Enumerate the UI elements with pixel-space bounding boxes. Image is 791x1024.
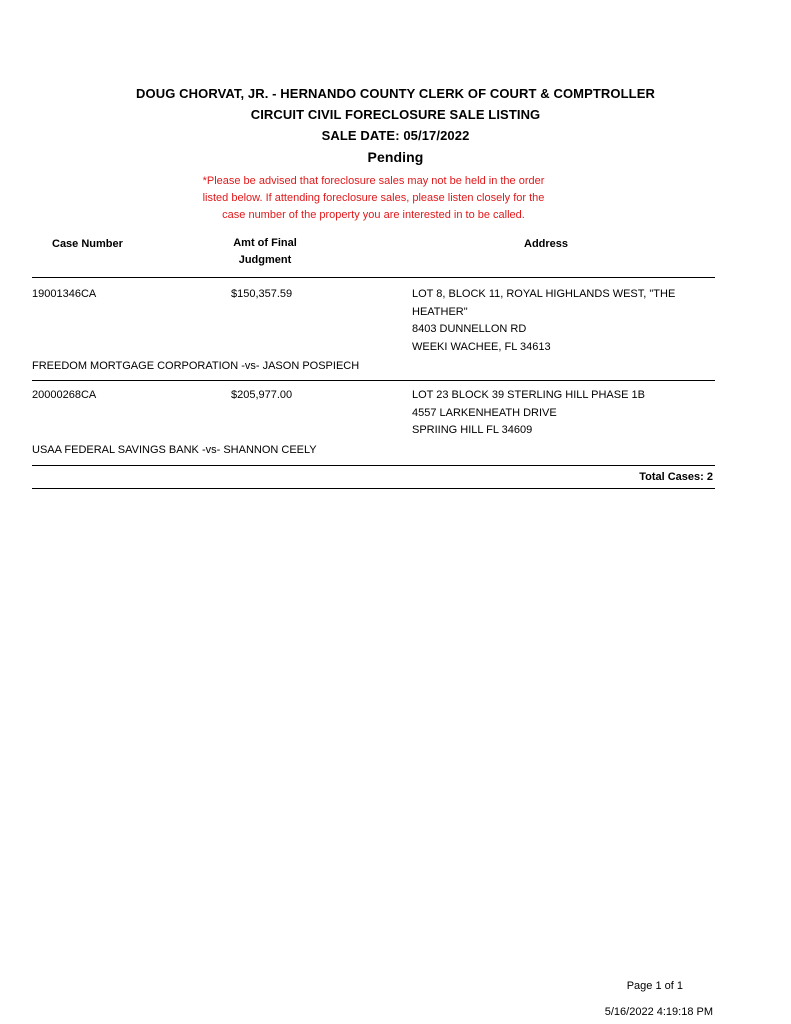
- amount-header-line-1: Amt of Final: [233, 237, 297, 249]
- address-line: 4557 LARKENHEATH DRIVE: [412, 406, 557, 419]
- column-header-case-number: Case Number: [52, 238, 123, 250]
- column-header-amount: [215, 235, 315, 269]
- case-divider: [32, 380, 715, 381]
- case-parties: FREEDOM MORTGAGE CORPORATION -vs- JASON POSPIECH: [32, 360, 360, 372]
- notice-line-3: case number of the property you are interested in to be called.: [222, 209, 525, 221]
- case-number: 19001346CA: [32, 288, 97, 300]
- column-header-address: Address: [524, 238, 569, 250]
- address-line: 8403 DUNNELLON RD: [412, 323, 527, 335]
- notice-line-1: *Please be advised that foreclosure sales may not be held in the order: [202, 175, 545, 187]
- case-number: 20000268CA: [32, 389, 97, 401]
- property-address: [412, 286, 675, 356]
- sale-date: SALE DATE: 05/17/2022: [321, 128, 470, 143]
- case-parties: USAA FEDERAL SAVINGS BANK -vs- SHANNON CEELY: [32, 444, 317, 456]
- address-line: LOT 8, BLOCK 11, ROYAL HIGHLANDS WEST, "THE: [412, 288, 676, 300]
- notice-line-2: listed below. If attending foreclosure sales, please listen closely for the: [202, 192, 545, 204]
- print-timestamp: 5/16/2022 4:19:18 PM: [604, 1006, 713, 1018]
- judgment-amount: $205,977.00: [231, 389, 293, 401]
- property-address: [412, 387, 645, 440]
- case-divider: [32, 465, 715, 466]
- sale-notice: [0, 173, 747, 224]
- listing-title: CIRCUIT CIVIL FORECLOSURE SALE LISTING: [250, 107, 541, 122]
- status-label: Pending: [367, 149, 424, 165]
- amount-header-line-2: Judgment: [238, 254, 292, 266]
- address-line: LOT 23 BLOCK 39 STERLING HILL PHASE 1B: [412, 389, 645, 401]
- total-divider: [32, 488, 715, 489]
- header-divider: [32, 277, 715, 278]
- address-line: SPRIING HILL FL 34609: [412, 424, 533, 436]
- address-line: HEATHER": [412, 305, 468, 318]
- address-line: WEEKI WACHEE, FL 34613: [412, 340, 551, 353]
- total-cases: Total Cases: 2: [639, 471, 713, 483]
- judgment-amount: $150,357.59: [231, 288, 293, 300]
- clerk-title: DOUG CHORVAT, JR. - HERNANDO COUNTY CLERK OF COURT & COMPTROLLER: [136, 86, 655, 101]
- page-number: Page 1 of 1: [626, 980, 683, 992]
